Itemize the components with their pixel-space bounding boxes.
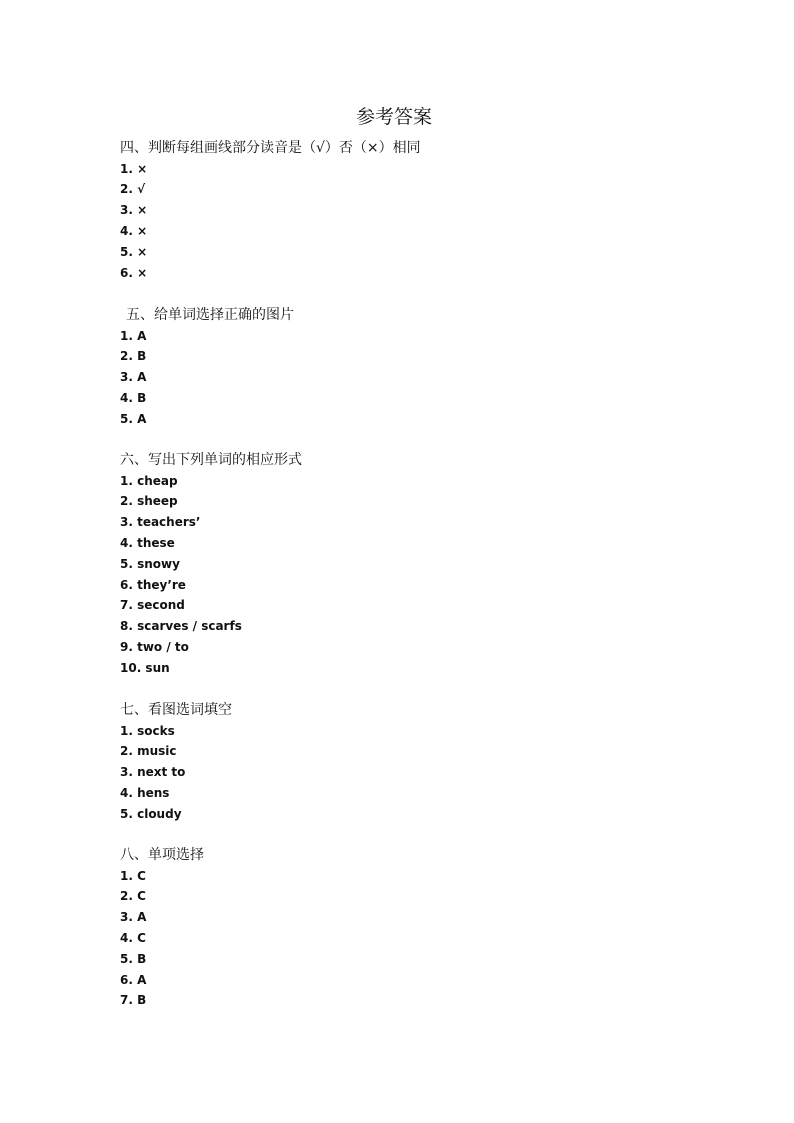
section-word-forms — [120, 450, 302, 679]
answer-list — [120, 471, 302, 679]
answer-list — [120, 866, 204, 1012]
answer-list — [120, 159, 421, 284]
answer-item: 5. × — [120, 244, 148, 259]
answer-item: 5. snowy — [120, 556, 180, 571]
section-heading: 四、判断每组画线部分读音是（√）否（×）相同 — [120, 140, 421, 156]
answer-item: 3. A — [120, 910, 147, 925]
answer-item: 1. socks — [120, 723, 175, 738]
answer-item: 4. these — [120, 535, 175, 550]
answer-item: 3. × — [120, 203, 148, 218]
answer-item: 2. music — [120, 744, 177, 759]
answer-item: 7. second — [120, 598, 185, 613]
answer-list — [120, 721, 232, 825]
answer-item: 4. B — [120, 390, 147, 405]
answer-item: 1. A — [120, 328, 147, 343]
section-heading: 七、看图选词填空 — [120, 702, 232, 718]
answer-item: 2. √ — [120, 182, 146, 197]
answer-item: 2. B — [120, 349, 147, 364]
answer-item: 3. A — [120, 370, 147, 385]
answer-item: 1. cheap — [120, 473, 178, 488]
answer-item: 6. × — [120, 265, 148, 280]
answer-item: 6. A — [120, 972, 147, 987]
answer-item: 2. C — [120, 889, 146, 904]
answer-item: 4. hens — [120, 785, 170, 800]
answer-item: 10. sun — [120, 660, 170, 675]
answer-item: 6. they’re — [120, 577, 186, 592]
page-title: 参考答案 — [355, 106, 432, 128]
answer-item: 4. × — [120, 223, 148, 238]
section-judge-pronunciation — [120, 138, 421, 283]
answer-item: 4. C — [120, 930, 146, 945]
answer-list — [120, 326, 294, 430]
answer-item: 3. next to — [120, 765, 186, 780]
answer-item: 5. cloudy — [120, 806, 182, 821]
answer-item: 1. C — [120, 868, 146, 883]
answer-item: 2. sheep — [120, 494, 178, 509]
answer-item: 8. scarves / scarfs — [120, 619, 242, 634]
section-heading: 六、写出下列单词的相应形式 — [120, 452, 302, 468]
answer-item: 5. A — [120, 411, 147, 426]
answer-item: 3. teachers’ — [120, 515, 201, 530]
answer-item: 9. two / to — [120, 639, 189, 654]
section-heading: 五、给单词选择正确的图片 — [126, 307, 294, 323]
answer-item: 7. B — [120, 993, 147, 1008]
section-heading: 八、单项选择 — [120, 847, 204, 863]
answer-item: 5. B — [120, 951, 147, 966]
section-fill-in-words — [120, 700, 232, 825]
section-choose-picture — [120, 305, 294, 430]
answer-item: 1. × — [120, 161, 148, 176]
section-multiple-choice — [120, 845, 204, 1011]
